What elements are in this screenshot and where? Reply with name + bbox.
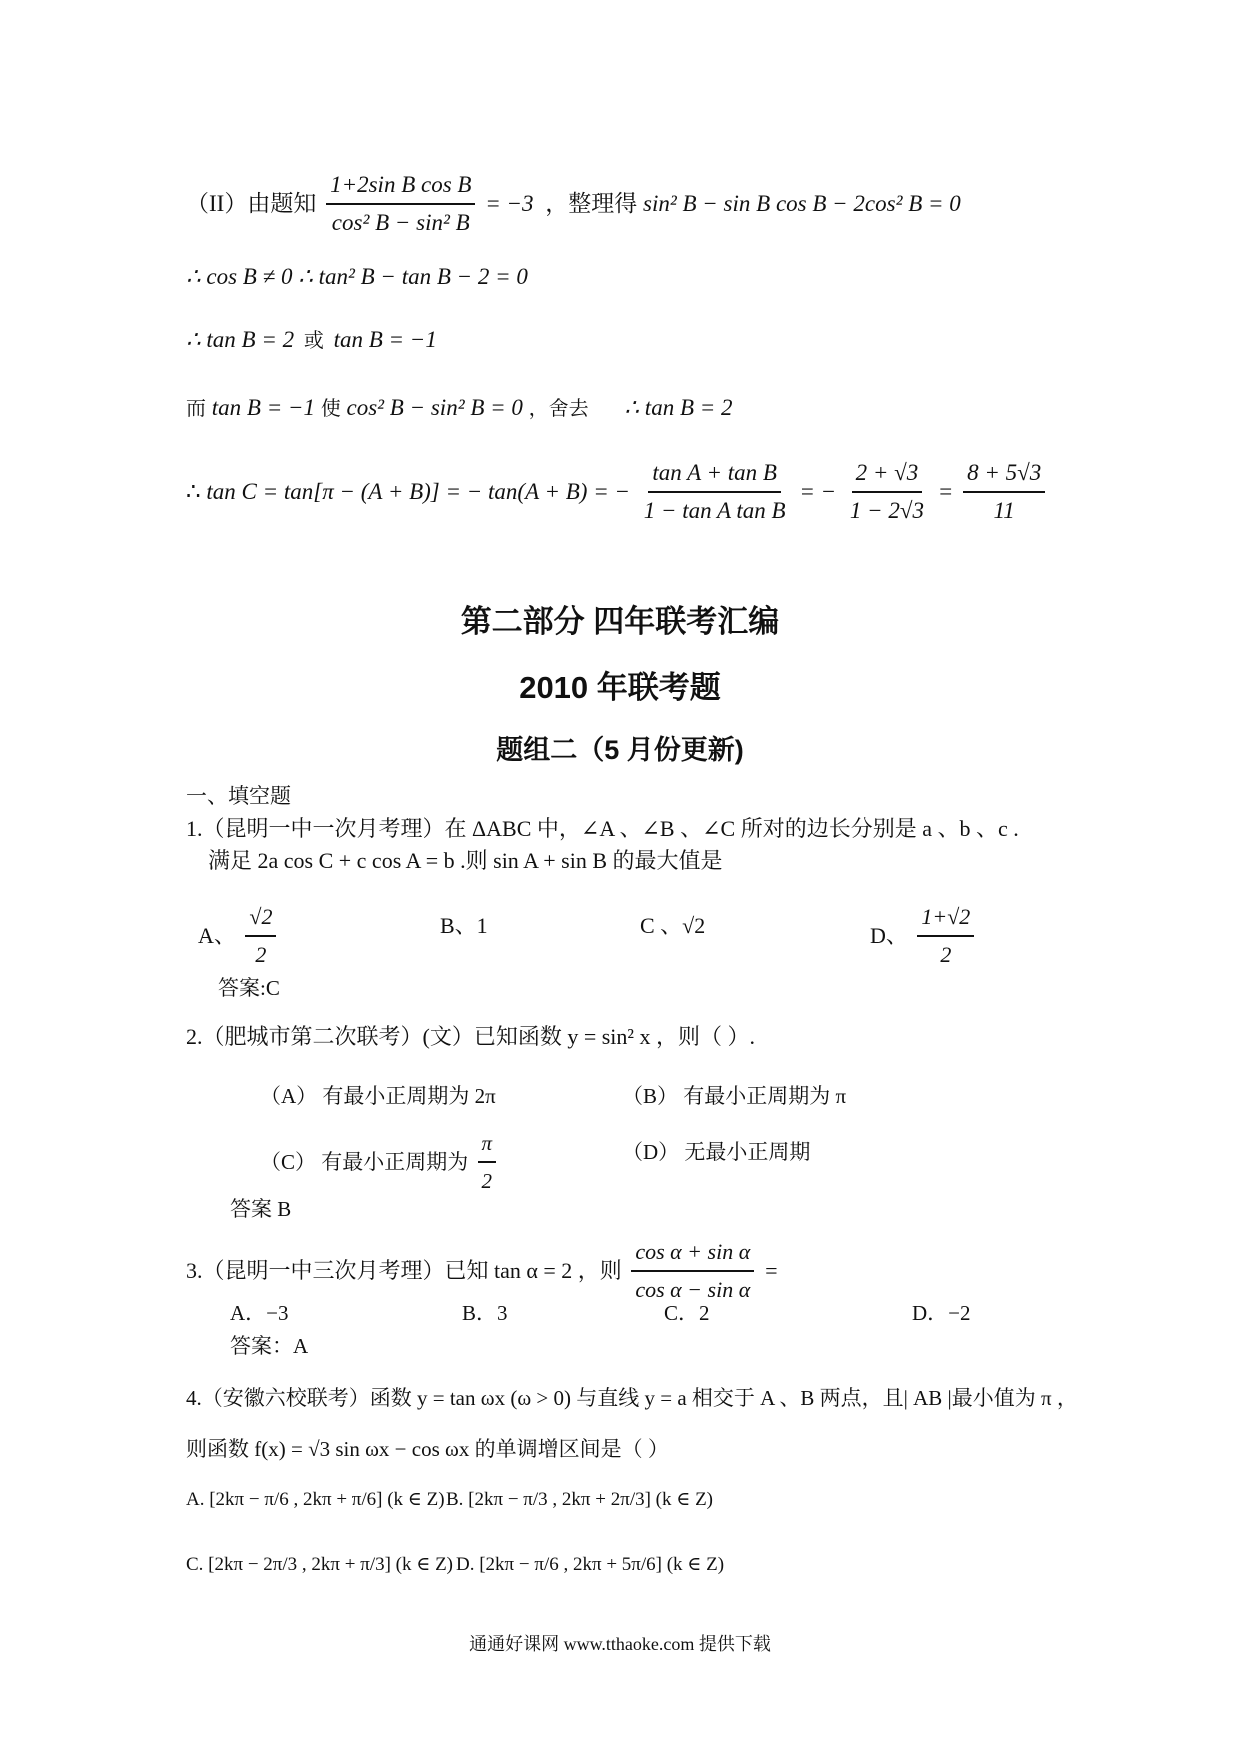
q3-eq: = — [763, 1258, 779, 1283]
solution-line4-er: 而 — [186, 398, 206, 420]
group-heading: 题组二（5 月份更新) — [496, 735, 744, 765]
fraction-denominator: 2 — [481, 1169, 493, 1193]
q2-option-c-label: （C） 有最小正周期为 — [260, 1150, 469, 1174]
q3-option-c: C．2 — [664, 1301, 710, 1325]
q3-fraction — [631, 1237, 754, 1305]
q4-option-c: C. [2kπ − 2π/3 , 2kπ + π/3] (k ∈ Z) — [186, 1554, 454, 1575]
q3-line1 — [186, 1237, 779, 1305]
q4-line2: 则函数 f(x) = √3 sin ωx − cos ωx 的单调增区间是（ ） — [186, 1437, 669, 1461]
solution-line2: ∴ cos B ≠ 0 ∴ tan² B − tan B − 2 = 0 — [186, 264, 528, 289]
solution-line4-b: cos² B − sin² B = 0 — [346, 395, 523, 420]
section-heading: 一、填空题 — [186, 784, 291, 808]
solution-part2-label: （II）由题知 — [186, 191, 317, 216]
q4-line1: 4.（安徽六校联考）函数 y = tan ωx (ω > 0) 与直线 y = a 相交于 A 、B 两点，且| AB |最小值为 π ， — [186, 1386, 1078, 1410]
fraction-denominator: 11 — [993, 498, 1015, 523]
solution-part2-line — [186, 170, 961, 238]
solution-line5-fraction-3 — [963, 458, 1045, 526]
fraction-denominator: 1 − tan A tan B — [643, 498, 786, 523]
solution-line3-or: 或 — [303, 330, 324, 352]
fraction-numerator: √2 — [245, 902, 276, 937]
fraction-denominator: 2 — [940, 942, 952, 967]
part-heading: 第二部分 四年联考汇编 — [460, 604, 780, 639]
q3-answer: 答案：A — [230, 1334, 309, 1358]
q2-line1: 2.（肥城市第二次联考）(文）已知函数 y = sin² x ，则（ ）. — [186, 1024, 756, 1049]
solution-line4-a: tan B = −1 — [211, 395, 315, 420]
solution-part2-result: sin² B − sin B cos B − 2cos² B = 0 — [643, 191, 961, 216]
fraction-numerator: 1+√2 — [917, 902, 974, 937]
solution-line5-eq3: = — [937, 479, 954, 504]
q3-text: 3.（昆明一中三次月考理）已知 tan α = 2 ，则 — [186, 1258, 622, 1283]
q1-option-c: C 、√2 — [640, 913, 706, 938]
solution-line3-b: tan B = −1 — [333, 327, 437, 352]
fraction-numerator: 8 + 5√3 — [963, 458, 1045, 493]
fraction-numerator: π — [478, 1128, 497, 1163]
q1-option-a-fraction — [245, 902, 276, 970]
fraction-denominator: 1 − 2√3 — [849, 498, 925, 523]
solution-line4-shi: 使 — [320, 398, 341, 420]
q2-option-d: （D） 无最小正周期 — [622, 1140, 811, 1164]
q1-option-d-fraction — [917, 902, 974, 970]
solution-line5-a: tan C = tan[π − (A + B)] = − tan(A + B) = − — [206, 479, 630, 504]
solution-line5 — [186, 458, 1049, 526]
q1-answer: 答案:C — [218, 976, 280, 1000]
fraction-denominator: 2 — [255, 942, 267, 967]
solution-line4 — [186, 393, 733, 424]
q2-option-c — [260, 1128, 500, 1196]
page-footer: 通通好课网 www.tthaoke.com 提供下载 — [469, 1634, 771, 1654]
solution-line4-c: ∴ tan B = 2 — [624, 395, 733, 420]
q1-option-b: B、1 — [440, 913, 488, 938]
q1-line1: 1.（昆明一中一次月考理）在 ΔABC 中，∠A 、∠B 、∠C 所对的边长分别是 a 、b 、c . — [186, 816, 1019, 841]
solution-part2-eq: = −3 — [485, 191, 534, 216]
q2-option-b: （B） 有最小正周期为 π — [622, 1084, 847, 1108]
q1-option-d — [870, 902, 978, 970]
solution-part2-fraction — [326, 170, 475, 238]
year-heading: 2010 年联考题 — [519, 670, 721, 705]
q2-option-a: （A） 有最小正周期为 2π — [260, 1084, 496, 1108]
solution-line5-eq2: = − — [799, 479, 837, 504]
solution-line5-prefix: ∴ — [186, 479, 201, 504]
q1-option-a-label: A、 — [198, 923, 236, 948]
fraction-numerator: 1+2sin B cos B — [326, 170, 475, 205]
q3-option-b: B．3 — [462, 1301, 508, 1325]
fraction-numerator: 2 + √3 — [852, 458, 923, 493]
q4-option-a: A. [2kπ − π/6 , 2kπ + π/6] (k ∈ Z) — [186, 1489, 445, 1510]
q3-option-d: D．−2 — [912, 1301, 971, 1325]
q3-option-a: A．−3 — [230, 1301, 289, 1325]
fraction-denominator: cos α − sin α — [635, 1277, 751, 1302]
q1-option-d-label: D、 — [870, 923, 908, 948]
q2-option-c-fraction — [478, 1128, 497, 1196]
q1-line2: 满足 2a cos C + c cos A = b .则 sin A + sin B 的最大值是 — [208, 848, 723, 873]
solution-line4-sheqi: ，舍去 — [528, 398, 589, 420]
q4-option-d: D. [2kπ − π/6 , 2kπ + 5π/6] (k ∈ Z) — [456, 1554, 725, 1575]
solution-part2-mid: ，整理得 — [545, 191, 638, 216]
fraction-numerator: tan A + tan B — [648, 458, 781, 493]
solution-line3 — [186, 325, 437, 356]
q4-option-b: B. [2kπ − π/3 , 2kπ + 2π/3] (k ∈ Z) — [446, 1489, 714, 1510]
q1-option-a — [198, 902, 280, 970]
fraction-numerator: cos α + sin α — [631, 1237, 754, 1272]
fraction-denominator: cos² B − sin² B — [331, 210, 470, 235]
solution-line5-fraction-2 — [846, 458, 928, 526]
solution-line5-fraction-1 — [640, 458, 790, 526]
solution-line3-a: ∴ tan B = 2 — [186, 327, 295, 352]
q2-answer: 答案 B — [230, 1197, 292, 1221]
